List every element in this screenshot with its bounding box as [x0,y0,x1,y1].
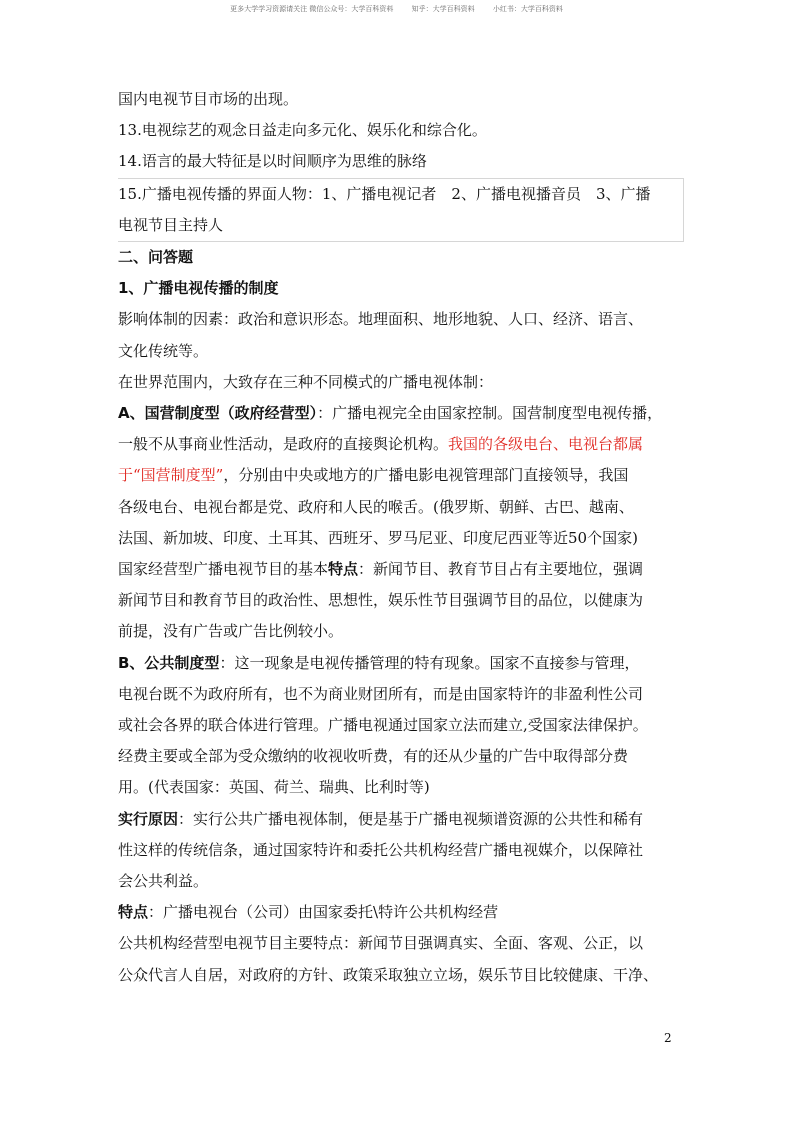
highlighted-text: 于“国营制度型” [118,466,224,485]
paragraph-line: 特点：广播电视台（公司）由国家委托\特许公共机构经营 [118,903,499,922]
boxed-item-15 [118,178,684,242]
section-heading: 二、问答题 [118,248,194,267]
paragraph-line: A、国营制度型（政府经营型）：广播电视完全由国家控制。国营制度型电视传播， [118,404,663,423]
paragraph-line: 前提，没有广告或广告比例较小。 [118,622,344,641]
paragraph-line: 14.语言的最大特征是以时间顺序为思维的脉络 [118,152,427,171]
paragraph-line: 或社会各界的联合体进行管理。广播电视通过国家立法而建立,受国家法律保护。 [118,716,648,735]
paragraph-line: 国家经营型广播电视节目的基本特点：新闻节目、教育节目占有主要地位，强调 [118,560,644,579]
term-reason-label: 实行原因 [118,809,179,828]
paragraph-line: 经费主要或全部为受众缴纳的收视收听费，有的还从少量的广告中取得部分费 [118,747,629,766]
paragraph-line: 影响体制的因素：政治和意识形态。地理面积、地形地貌、人口、经济、语言、 [118,310,644,329]
term-feature-label: 特点 [118,903,149,922]
header-zhihu: 知乎：大学百科资料 [411,5,475,13]
paragraph-line: 在世界范围内，大致存在三种不同模式的广播电视体制： [118,372,494,391]
paragraph-line: 13.电视综艺的观念日益走向多元化、娱乐化和综合化。 [118,121,487,140]
paragraph-line: 公众代言人自居，对政府的方针、政策采取独立立场，娱乐节目比较健康、干净、 [118,965,659,984]
paragraph-line: 各级电台、电视台都是党、政府和人民的喉舌。(俄罗斯、朝鲜、古巴、越南、 [118,497,634,516]
paragraph-line: 一般不从事商业性活动，是政府的直接舆论机构。我国的各级电台、电视台都属 [118,435,644,454]
paragraph-line: 实行原因：实行公共广播电视体制，便是基于广播电视频谱资源的公共性和稀有 [118,809,644,828]
term-b-label: B、公共制度型 [118,653,220,672]
paragraph-line: 用。(代表国家：英国、荷兰、瑞典、比利时等) [118,778,430,797]
paragraph-line: 电视节目主持人 [118,215,224,234]
paragraph-line: 文化传统等。 [118,341,209,360]
paragraph-line: 15.广播电视传播的界面人物：1、广播电视记者 2、广播电视播音员 3、广播 [118,184,651,203]
header-wechat: 更多大学学习资源请关注 微信公众号：大学百科资料 [230,5,394,13]
paragraph-line: 国内电视节目市场的出现。 [118,90,299,108]
paragraph-line: 会公共利益。 [118,872,209,891]
paragraph-line: B、公共制度型：这一现象是电视传播管理的特有现象。国家不直接参与管理， [118,653,640,672]
highlighted-text: 我国的各级电台、电视台都属 [448,435,644,454]
paragraph-line: 电视台既不为政府所有，也不为商业财团所有，而是由国家特许的非盈利性公司 [118,684,644,703]
page-number: 2 [664,1031,672,1045]
paragraph-line: 公共机构经营型电视节目主要特点：新闻节目强调真实、全面、客观、公正，以 [118,934,644,953]
page-header [0,4,793,14]
term-feature-label: 特点 [328,560,359,579]
paragraph-line: 新闻节目和教育节目的政治性、思想性，娱乐性节目强调节目的品位，以健康为 [118,591,644,610]
header-xiaohongshu: 小红书：大学百科资料 [492,5,563,13]
paragraph-line: 法国、新加坡、印度、土耳其、西班牙、罗马尼亚、印度尼西亚等近50个国家) [118,528,638,547]
term-a-label: A、国营制度型（政府经营型） [118,404,318,423]
document-body [118,84,678,991]
paragraph-line: 于“国营制度型”，分别由中央或地方的广播电影电视管理部门直接领导，我国 [118,466,629,485]
paragraph-line: 性这样的传统信条，通过国家特许和委托公共机构经营广播电视媒介，以保障社 [118,840,644,859]
subsection-heading: 1、广播电视传播的制度 [118,279,279,298]
